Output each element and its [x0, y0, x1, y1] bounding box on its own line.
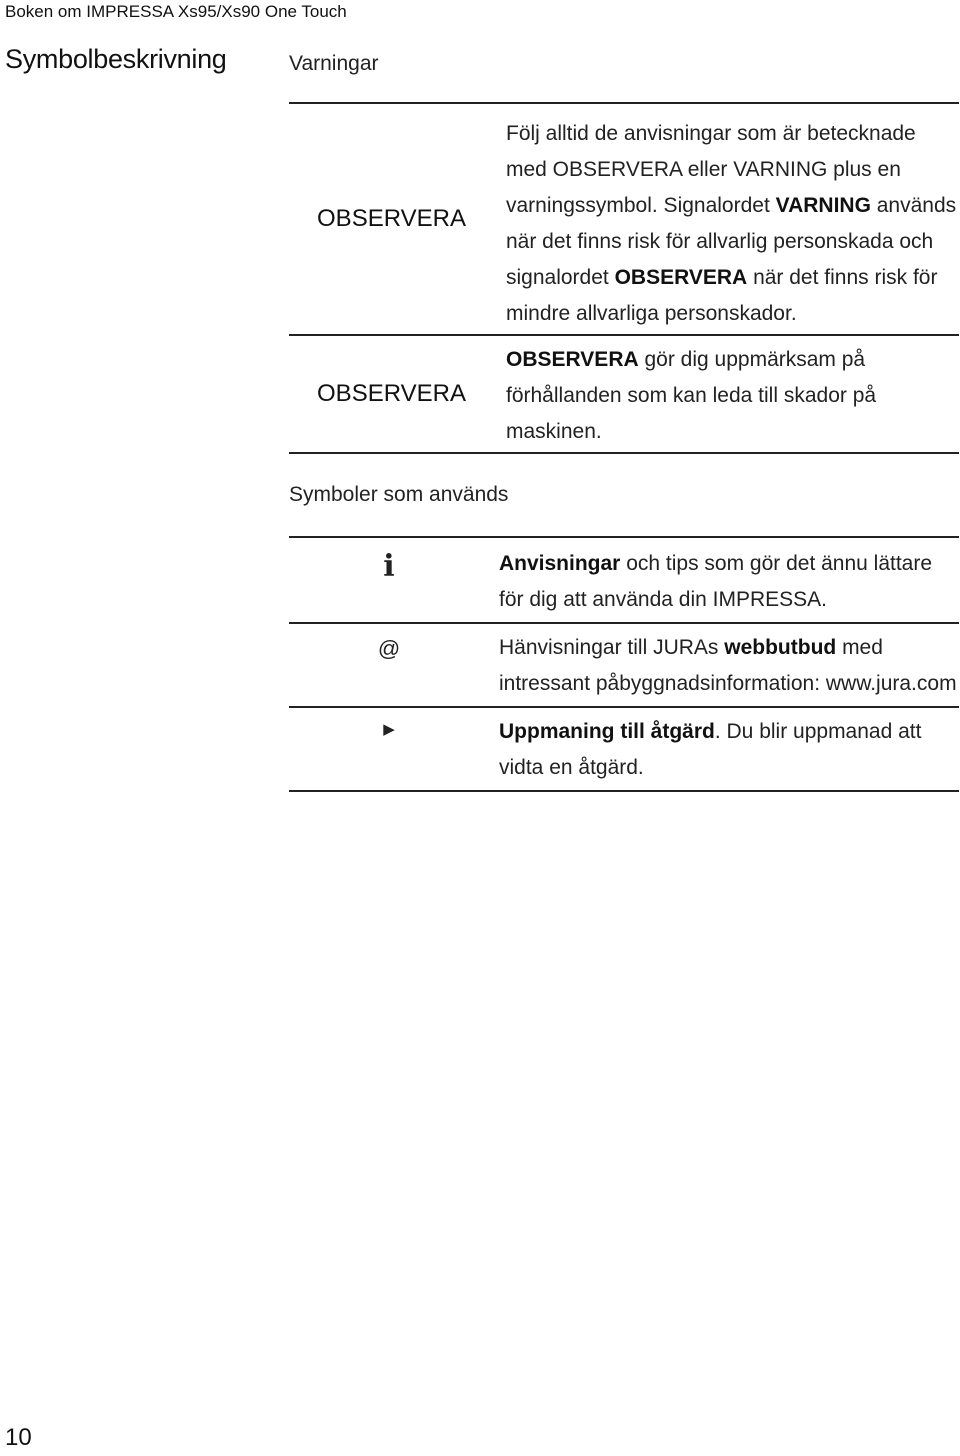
- arrow-icon: ▶: [383, 721, 395, 738]
- symbol-text: Hänvisningar till JURAs webbutbud med intressant påbyggnadsinformation: www.jura.com: [499, 636, 957, 695]
- section-title: Symbolbeskrivning: [5, 44, 227, 74]
- symbol-row: [289, 537, 959, 623]
- symbol-text: Uppmaning till åtgärd. Du blir uppmanad att vidta en åtgärd.: [499, 720, 922, 779]
- running-head: Boken om IMPRESSA Xs95/Xs90 One Touch: [5, 2, 347, 21]
- warning-label: OBSERVERA: [317, 380, 466, 407]
- symbol-row: [289, 623, 959, 707]
- at-icon: @: [377, 636, 401, 661]
- info-icon: i: [383, 549, 395, 584]
- warnings-table: [289, 102, 959, 454]
- symbols-heading: Symboler som används: [289, 483, 509, 506]
- warning-text: OBSERVERA gör dig uppmärksam på förhållanden som kan leda till skador på maskinen.: [506, 348, 877, 443]
- warning-label: OBSERVERA: [317, 205, 466, 232]
- page-number: 10: [5, 1424, 32, 1451]
- warnings-heading: Varningar: [289, 52, 379, 75]
- symbol-row: [289, 707, 959, 791]
- warning-text: Följ alltid de anvisningar som är betecknade med OBSERVERA eller VARNING plus en varningssymbol. Signalordet VARNING används när det finns risk för allvarlig personskada och signalordet OBSERVERA när det finns risk för mindre allvarliga personskador.: [506, 122, 957, 325]
- warning-row: [289, 335, 959, 453]
- symbol-text: Anvisningar och tips som gör det ännu lättare för dig att använda din IMPRESSA.: [499, 552, 933, 611]
- warning-row: [289, 103, 959, 335]
- symbols-table: [289, 536, 959, 792]
